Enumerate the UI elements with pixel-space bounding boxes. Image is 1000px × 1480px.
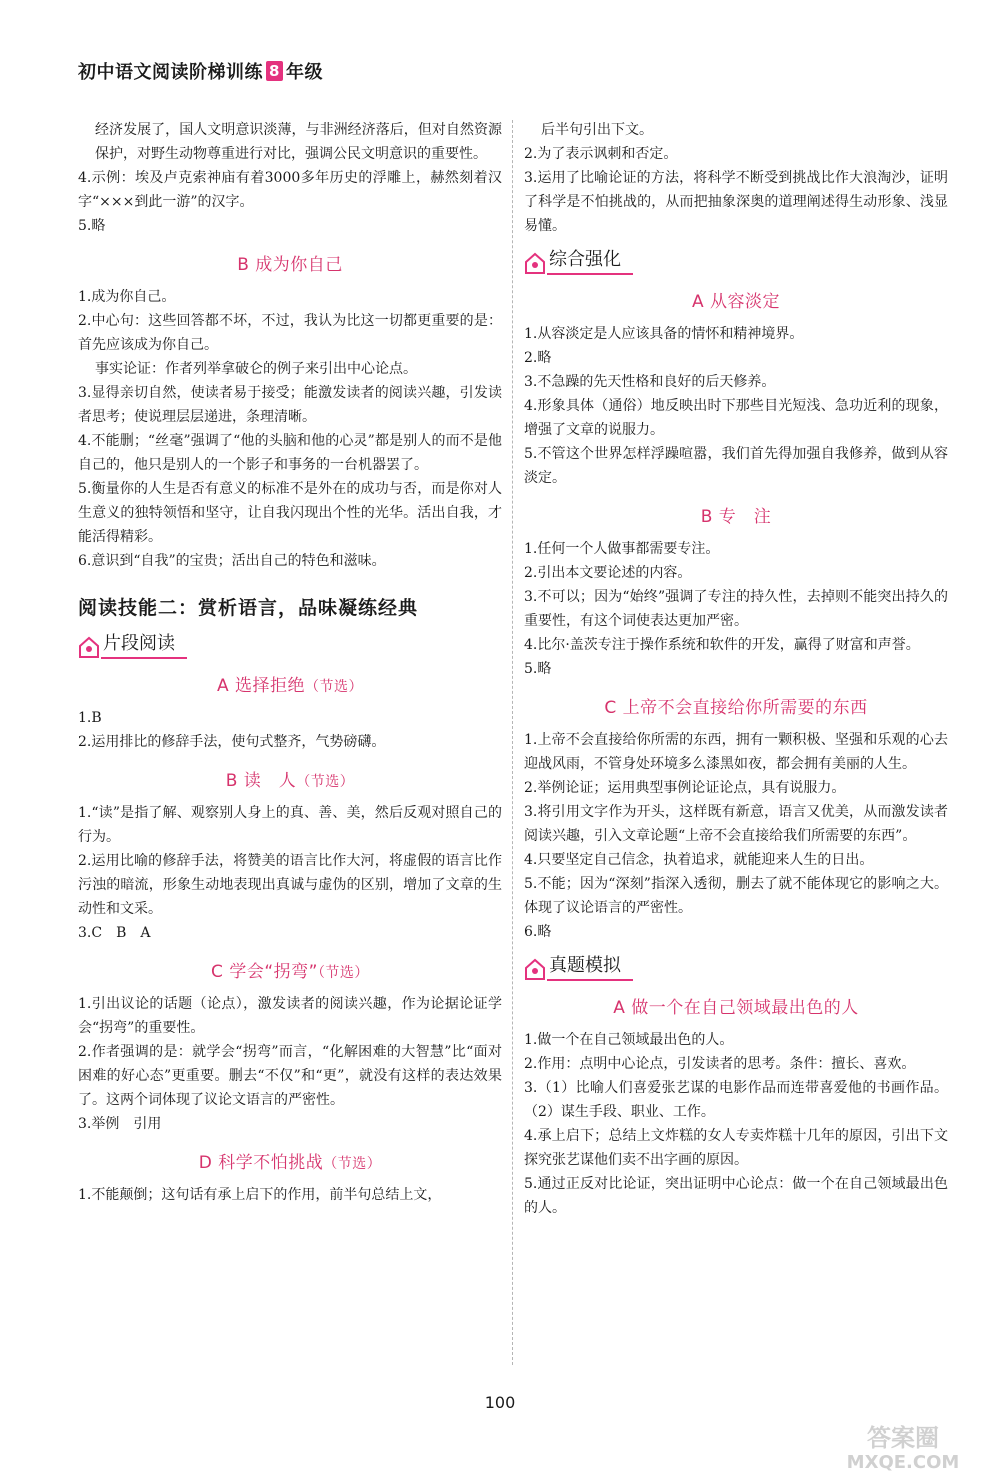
answer-list (524, 537, 948, 681)
subsection-title-text: A 做一个在自己领域最出色的人 (613, 998, 859, 1018)
answer-item (524, 1172, 948, 1220)
answer-number: 1. (524, 1032, 538, 1048)
subsection-title-text: A 从容淡定 (691, 292, 781, 312)
answer-number: 3. (78, 1116, 92, 1132)
answer-number: 2. (524, 565, 538, 581)
answer-number: 4. (78, 170, 92, 186)
answer-number: 4. (524, 398, 538, 414)
answer-item (78, 921, 502, 945)
subsection-title-text: D 科学不怕挑战 (198, 1153, 324, 1173)
answer-number: 1. (78, 710, 92, 726)
answer-list (78, 992, 502, 1136)
answer-item (78, 381, 502, 429)
answer-text: 后半句引出下文。 (541, 122, 653, 138)
subsection-title (524, 502, 948, 527)
answer-number: 4. (524, 637, 538, 653)
answer-number: 3. (524, 589, 538, 605)
subsection-note: （节选） (323, 1156, 382, 1172)
left-column (78, 118, 502, 1207)
answer-text: 不能颠倒；这句话有承上启下的作用，前半句总结上文， (91, 1187, 442, 1203)
answer-text: 中心句：这些回答都不坏，不过，我认为比这一切都更重要的是：首先应该成为你自己。 (78, 313, 502, 353)
answer-item (78, 285, 502, 309)
answer-text: 作用：点明中心论点，引发读者的思考。条件：擅长、喜欢。 (537, 1056, 916, 1072)
answer-text: 事实论证：作者列举拿破仑的例子来引出中心论点。 (95, 361, 417, 377)
answer-list (524, 1028, 948, 1220)
answer-number: 1. (78, 1187, 92, 1203)
answer-item (78, 1183, 502, 1207)
answer-text: 运用比喻的修辞手法，将赞美的语言比作大河，将虚假的语言比作污浊的暗流，形象生动地表现出真诚与虚伪的区别，增加了文章的生动性和文采。 (78, 853, 502, 917)
answer-number: 2. (78, 734, 92, 750)
answer-item (78, 309, 502, 357)
section-title: 阅读技能二：赏析语言，品味凝练经典 (78, 597, 419, 619)
subsection-title (524, 287, 948, 312)
answer-text: 只要坚定自己信念，执着追求，就能迎来人生的日出。 (537, 852, 874, 868)
answer-text: 不管这个世界怎样浮躁喧嚣，我们首先得加强自我修养，做到从容淡定。 (524, 446, 948, 486)
answer-number: 6. (78, 553, 92, 569)
answer-number: 3. (78, 385, 92, 401)
category-title-text: 片段阅读 (101, 632, 187, 659)
answer-item (524, 322, 948, 346)
answer-text: 通过正反对比论证，突出证明中心论点：做一个在自己领域最出色的人。 (524, 1176, 948, 1216)
right-column (524, 118, 948, 1220)
answer-item (78, 706, 502, 730)
answer-item (524, 848, 948, 872)
answer-item (78, 801, 502, 849)
answer-text: 引出议论的话题（论点），激发读者的阅读兴趣，作为论据论证学会“拐弯”的重要性。 (78, 996, 502, 1036)
answer-item (524, 394, 948, 442)
answer-item (524, 537, 948, 561)
answer-item (78, 429, 502, 477)
answer-number: 2. (524, 780, 538, 796)
answer-item (524, 142, 948, 166)
answer-list (524, 322, 948, 490)
answer-item (524, 800, 948, 848)
answer-text: 示例：埃及卢克索神庙有着3000多年历史的浮雕上，赫然刻着汉字“×××到此一游”的汉字。 (78, 170, 502, 210)
answer-text: 将引用文字作为开头，这样既有新意，语言又优美，从而激发读者阅读兴趣，引入文章论题“上帝不会直接给我们所需要的东西”。 (524, 804, 948, 844)
answer-item (524, 657, 948, 681)
answer-item (78, 992, 502, 1040)
answer-text: 不急躁的先天性格和良好的后天修养。 (537, 374, 776, 390)
answer-list (78, 285, 502, 573)
answer-item (524, 561, 948, 585)
answer-text: 上帝不会直接给你所需的东西，拥有一颗积极、坚强和乐观的心去迎战风雨，不管身处环境多么漆黑如夜，都会拥有美丽的人生。 (524, 732, 948, 772)
answer-number: 2. (78, 313, 92, 329)
subsection-title-text: B 读 人 (225, 771, 297, 791)
answer-item (524, 920, 948, 944)
answer-text: 略 (537, 350, 552, 366)
answer-text: 经济发展了，国人文明意识淡薄，与非洲经济落后，但对自然资源保护，对野生动物尊重进行对比，强调公民文明意识的重要性。 (95, 122, 502, 162)
answer-item (524, 442, 948, 490)
watermark-logo (828, 1418, 978, 1474)
answer-text: 形象具体（通俗）地反映出时下那些目光短浅、急功近利的现象，增强了文章的说服力。 (524, 398, 948, 438)
answer-item (524, 728, 948, 776)
answer-number: 1. (524, 326, 538, 342)
page-header (78, 58, 323, 84)
answer-list (78, 706, 502, 754)
answer-text: 意识到“自我”的宝贵；活出自己的特色和滋味。 (91, 553, 386, 569)
answer-text: 衡量你的人生是否有意义的标准不是外在的成功与否，而是你对人生意义的独特领悟和坚守，让自我闪现出个性的光华。活出自我，才能活得精彩。 (78, 481, 502, 545)
subsection-title (524, 993, 948, 1018)
subsection-note: （节选） (317, 965, 369, 981)
answer-number: 2. (524, 350, 538, 366)
watermark-top: 答案圈 (867, 1424, 939, 1452)
answer-item (524, 1124, 948, 1172)
answer-text: 比尔·盖茨专注于操作系统和软件的开发，赢得了财富和声誉。 (537, 637, 920, 653)
answer-item (78, 549, 502, 573)
subsection-title-text: C 上帝不会直接给你所需要的东西 (604, 698, 868, 718)
subsection-title (78, 766, 502, 791)
subsection-title-text: B 成为你自己 (237, 255, 343, 275)
answer-number: 2. (524, 146, 538, 162)
answer-number: 6. (524, 924, 538, 940)
answer-number: 5. (78, 481, 92, 497)
answer-item (524, 633, 948, 657)
answer-number: 4. (78, 433, 92, 449)
column-divider (512, 120, 513, 1365)
answer-text: 承上启下；总结上文炸糕的女人专卖炸糕十几年的原因，引出下文探究张艺谋他们卖不出字画的原因。 (524, 1128, 948, 1168)
answer-number: 3. (524, 170, 538, 186)
category-title (78, 632, 502, 659)
category-title (524, 954, 948, 981)
answer-text: 略 (537, 924, 552, 940)
answer-text: 成为你自己。 (91, 289, 176, 305)
answer-item (78, 214, 502, 238)
answer-list (78, 1183, 502, 1207)
answer-number: 5. (524, 661, 538, 677)
answer-text: 略 (537, 661, 552, 677)
answer-text: 作者强调的是：就学会“拐弯”而言，“化解困难的大智慧”比“面对困难的好心态”更重要。删去“不仅”和“更”，就没有这样的表达效果了。这两个词体现了议论文语言的严密性。 (78, 1044, 502, 1108)
subsection-title (78, 250, 502, 275)
answer-text: 略 (91, 218, 106, 234)
answer-number: 5. (524, 876, 538, 892)
category-title-text: 综合强化 (547, 248, 633, 275)
answer-text: B (91, 710, 102, 726)
answer-item (78, 118, 502, 166)
answer-text: 为了表示讽刺和否定。 (537, 146, 678, 162)
answer-item (524, 1052, 948, 1076)
answer-text: 从容淡定是人应该具备的情怀和精神境界。 (537, 326, 804, 342)
answer-number: 2. (78, 1044, 92, 1060)
answer-number: 3. (524, 374, 538, 390)
answer-item (78, 849, 502, 921)
answer-number: 3. (78, 925, 92, 941)
answer-item (524, 346, 948, 370)
answer-text: 运用了比喻论证的方法，将科学不断受到挑战比作大浪淘沙，证明了科学是不怕挑战的，从而把抽象深奥的道理阐述得生动形象、浅显易懂。 (524, 170, 948, 234)
subsection-title (78, 1148, 502, 1173)
grade-badge: 8 (266, 61, 283, 81)
house-icon (524, 957, 546, 981)
page-number: 100 (484, 1393, 516, 1412)
answer-number: 3. (524, 1080, 538, 1096)
answer-item (524, 872, 948, 920)
answer-item (78, 730, 502, 754)
answer-text: 举例论证；运用典型事例论证论点，具有说服力。 (537, 780, 846, 796)
header-title: 初中语文阅读阶梯训练 (78, 62, 263, 83)
answer-number: 3. (524, 804, 538, 820)
answer-text: 引出本文要论述的内容。 (537, 565, 692, 581)
answer-item (524, 370, 948, 394)
subsection-note: （节选） (305, 679, 364, 695)
answer-list (524, 728, 948, 944)
answer-item (78, 1112, 502, 1136)
answer-number: 2. (524, 1056, 538, 1072)
answer-number: 2. (78, 853, 92, 869)
subsection-title-text: C 学会“拐弯” (211, 962, 318, 982)
category-title-text: 真题模拟 (547, 954, 633, 981)
subsection-title (78, 957, 502, 982)
answer-text: C B A (91, 925, 151, 941)
answer-text: 不能删；“丝毫”强调了“他的头脑和他的心灵”都是别人的而不是他自己的，他只是别人的一个影子和事务的一台机器罢了。 (78, 433, 502, 473)
answer-number: 1. (78, 289, 92, 305)
answer-item (78, 1040, 502, 1112)
answer-list (524, 118, 948, 238)
answer-text: 运用排比的修辞手法，使句式整齐，气势磅礴。 (91, 734, 386, 750)
subsection-title-text: A 选择拒绝 (216, 676, 306, 696)
answer-text: 不能；因为“深刻”指深入透彻，删去了就不能体现它的影响之大。体现了议论语言的严密性。 (524, 876, 948, 916)
answer-item (524, 1028, 948, 1052)
category-title (524, 248, 948, 275)
answer-number: 5. (524, 446, 538, 462)
watermark-bottom: MXQE.COM (846, 1452, 960, 1473)
answer-text: 显得亲切自然，使读者易于接受；能激发读者的阅读兴趣，引发读者思考；使说理层层递进，条理清晰。 (78, 385, 502, 425)
answer-item (524, 166, 948, 238)
answer-list (78, 801, 502, 945)
house-icon (524, 251, 546, 275)
house-icon (78, 635, 100, 659)
answer-number: 5. (78, 218, 92, 234)
header-title-suffix: 年级 (286, 62, 323, 83)
answer-text: 不可以；因为“始终”强调了专注的持久性，去掉则不能突出持久的重要性，有这个词使表达更加严密。 (524, 589, 948, 629)
answer-number: 1. (78, 996, 92, 1012)
answer-item (78, 357, 502, 381)
answer-number: 5. (524, 1176, 538, 1192)
answer-item (524, 1076, 948, 1124)
answer-list (78, 118, 502, 238)
answer-item (78, 166, 502, 214)
answer-text: 做一个在自己领域最出色的人。 (537, 1032, 734, 1048)
answer-number: 1. (524, 541, 538, 557)
answer-item (524, 118, 948, 142)
answer-number: 4. (524, 852, 538, 868)
answer-item (524, 776, 948, 800)
answer-text: 任何一个人做事都需要专注。 (537, 541, 720, 557)
answer-number: 1. (78, 805, 92, 821)
answer-number: 4. (524, 1128, 538, 1144)
subsection-note: （节选） (296, 774, 355, 790)
answer-text: 举例 引用 (91, 1116, 162, 1132)
subsection-title-text: B 专 注 (700, 507, 772, 527)
answer-item (78, 477, 502, 549)
answer-number: 1. (524, 732, 538, 748)
answer-text: “读”是指了解、观察别人身上的真、善、美，然后反观对照自己的行为。 (78, 805, 502, 845)
answer-item (524, 585, 948, 633)
subsection-title (78, 671, 502, 696)
answer-text: （1）比喻人们喜爱张艺谋的电影作品而连带喜爱他的书画作品。（2）谋生手段、职业、工作。 (524, 1080, 948, 1120)
subsection-title (524, 693, 948, 718)
